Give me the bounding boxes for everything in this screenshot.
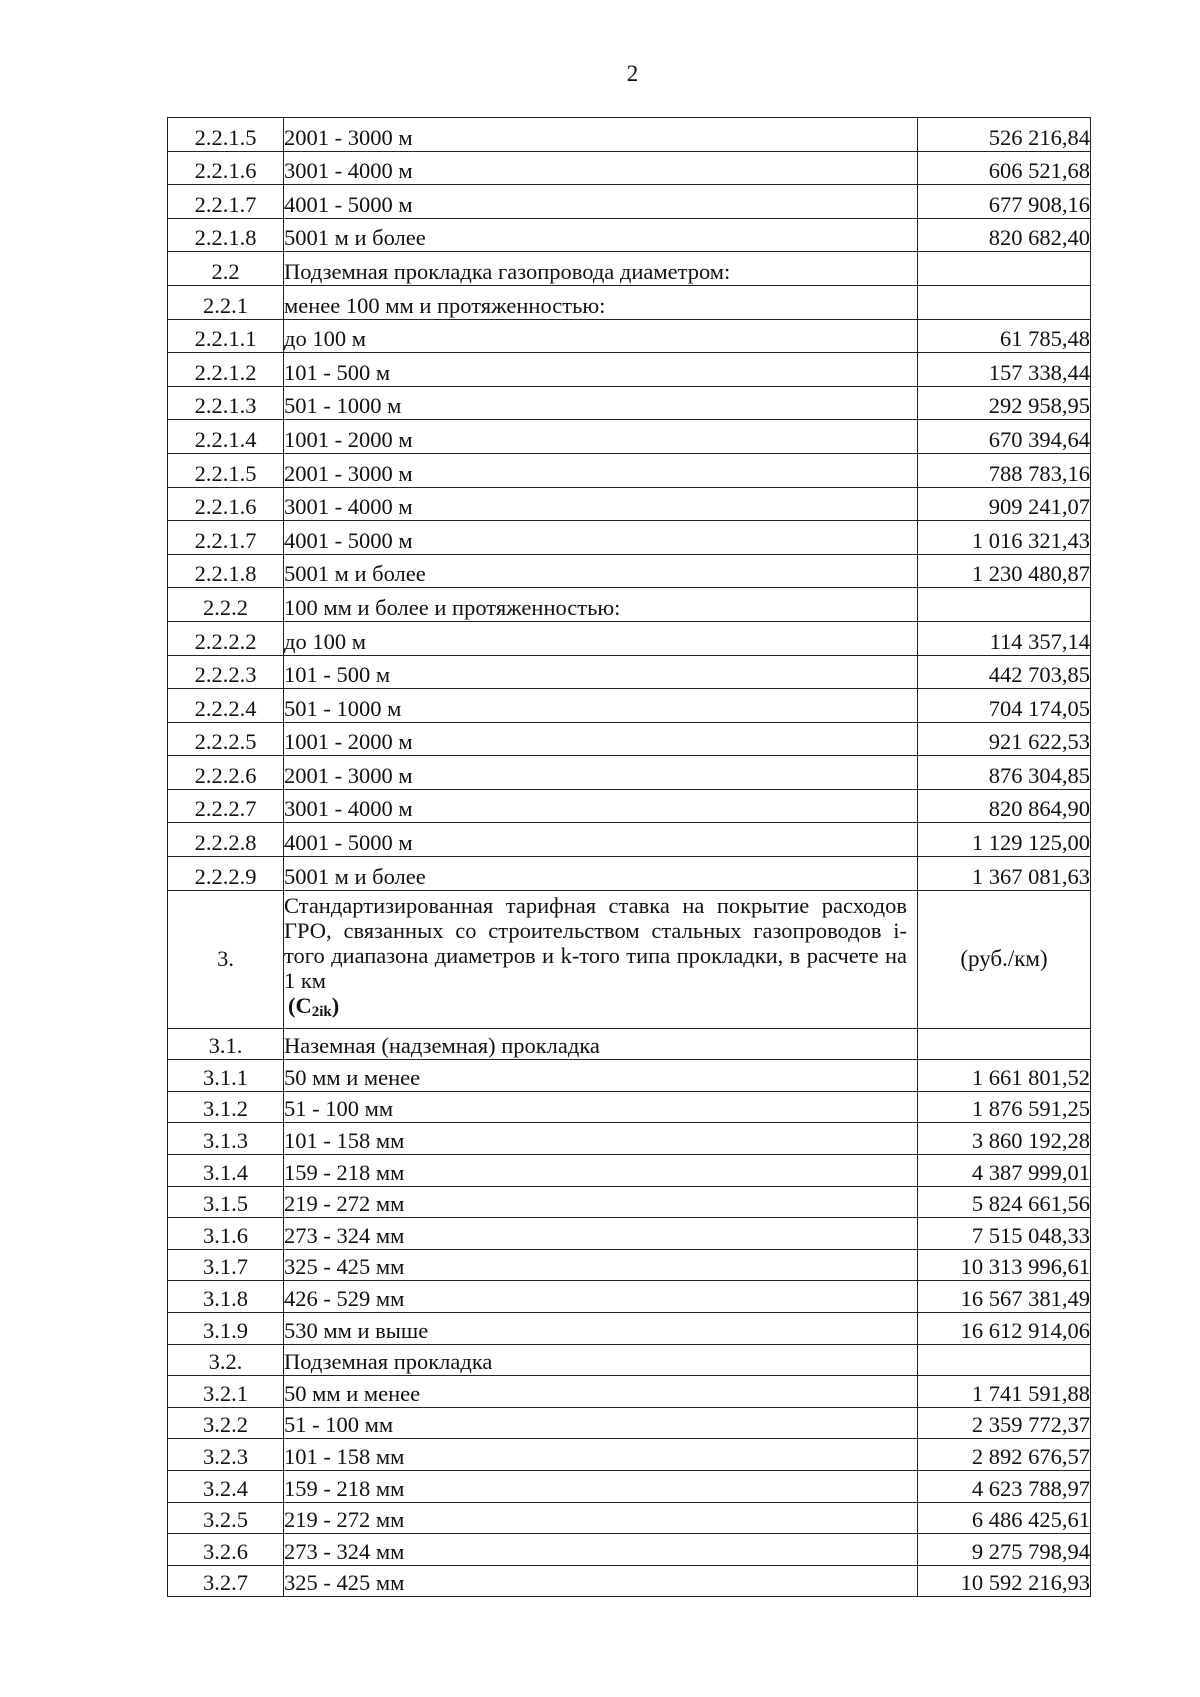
row-number: 3.1.3 — [168, 1123, 284, 1155]
table-row — [168, 823, 1091, 857]
row-value: 114 357,14 — [918, 621, 1091, 655]
table-row — [168, 1439, 1091, 1471]
row-number: 3.1.1 — [168, 1060, 284, 1092]
row-number: 2.2.1.7 — [168, 185, 284, 219]
row-value — [918, 588, 1091, 622]
table-row — [168, 890, 1091, 1028]
row-value — [918, 252, 1091, 286]
row-description: 4001 - 5000 м — [284, 521, 918, 555]
row-description: 159 - 218 мм — [284, 1470, 918, 1502]
row-number: 3.2.2 — [168, 1407, 284, 1439]
row-value: 5 824 661,56 — [918, 1186, 1091, 1218]
table-row — [168, 689, 1091, 723]
row-description: 530 мм и выше — [284, 1313, 918, 1345]
row-description: 501 - 1000 м — [284, 386, 918, 420]
row-value: 606 521,68 — [918, 151, 1091, 185]
row-value: 876 304,85 — [918, 756, 1091, 790]
row-description: 5001 м и более — [284, 857, 918, 891]
row-value — [918, 1028, 1091, 1060]
row-number: 2.2.1.2 — [168, 353, 284, 387]
table-row — [168, 453, 1091, 487]
tariff-table — [167, 117, 1091, 1597]
row-number: 3.2.4 — [168, 1470, 284, 1502]
row-number: 3.1.4 — [168, 1155, 284, 1187]
row-description: 101 - 158 мм — [284, 1439, 918, 1471]
table-row — [168, 118, 1091, 152]
row-value: 10 592 216,93 — [918, 1565, 1091, 1597]
table-row — [168, 420, 1091, 454]
row-value: 157 338,44 — [918, 353, 1091, 387]
row-value: 670 394,64 — [918, 420, 1091, 454]
row-description: 501 - 1000 м — [284, 689, 918, 723]
row-number: 2.2.1 — [168, 285, 284, 319]
table-row — [168, 1470, 1091, 1502]
row-description — [284, 890, 918, 1028]
row-number: 2.2.2.8 — [168, 823, 284, 857]
table-row — [168, 1186, 1091, 1218]
formula-label: $(С_{2ik})$ — [288, 993, 340, 1021]
tariff-table-top-section — [168, 118, 1091, 891]
row-description: 2001 - 3000 м — [284, 756, 918, 790]
row-description: до 100 м — [284, 319, 918, 353]
row-description: 426 - 529 мм — [284, 1281, 918, 1313]
table-row — [168, 353, 1091, 387]
row-description: 50 мм и менее — [284, 1376, 918, 1408]
row-number: 3. — [168, 890, 284, 1028]
row-value: 9 275 798,94 — [918, 1534, 1091, 1566]
table-row — [168, 319, 1091, 353]
row-number: 3.2.7 — [168, 1565, 284, 1597]
table-row — [168, 218, 1091, 252]
row-value: 704 174,05 — [918, 689, 1091, 723]
row-description: 3001 - 4000 м — [284, 487, 918, 521]
row-value: 6 486 425,61 — [918, 1502, 1091, 1534]
row-description: 219 - 272 мм — [284, 1186, 918, 1218]
row-description: 273 - 324 мм — [284, 1218, 918, 1250]
row-number: 2.2.1.3 — [168, 386, 284, 420]
row-value: 909 241,07 — [918, 487, 1091, 521]
row-number: 2.2.2.3 — [168, 655, 284, 689]
table-row — [168, 554, 1091, 588]
row-number: 3.2.5 — [168, 1502, 284, 1534]
row-description: 159 - 218 мм — [284, 1155, 918, 1187]
table-row — [168, 857, 1091, 891]
row-description: 101 - 158 мм — [284, 1123, 918, 1155]
row-description: Наземная (надземная) прокладка — [284, 1028, 918, 1060]
table-row — [168, 655, 1091, 689]
row-value: 820 682,40 — [918, 218, 1091, 252]
row-number: 3.1.7 — [168, 1249, 284, 1281]
row-description: 3001 - 4000 м — [284, 151, 918, 185]
row-number: 2.2.2.4 — [168, 689, 284, 723]
table-row — [168, 1218, 1091, 1250]
table-row — [168, 185, 1091, 219]
table-row — [168, 722, 1091, 756]
row-value: 788 783,16 — [918, 453, 1091, 487]
row-value: 921 622,53 — [918, 722, 1091, 756]
row-value — [918, 1344, 1091, 1376]
table-row — [168, 1091, 1091, 1123]
table-row — [168, 1565, 1091, 1597]
table-row — [168, 151, 1091, 185]
row-number: 2.2.2.2 — [168, 621, 284, 655]
table-row — [168, 285, 1091, 319]
tariff-table-bottom-section — [168, 1028, 1091, 1597]
row-description: 5001 м и более — [284, 554, 918, 588]
row-number: 3.2.6 — [168, 1534, 284, 1566]
row-description: 1001 - 2000 м — [284, 420, 918, 454]
row-number: 3.1. — [168, 1028, 284, 1060]
row-number: 3.1.9 — [168, 1313, 284, 1345]
row-number: 2.2.1.6 — [168, 151, 284, 185]
row-value: 820 864,90 — [918, 789, 1091, 823]
section-3-description: Стандартизированная тарифная ставка на покрытие расходов ГРО, связанных со строительством стальных газопроводов i-того диапазона диаметров и k-того типа прокладки, в расчете на 1 км — [284, 893, 907, 994]
table-row — [168, 1281, 1091, 1313]
unit-label: (руб./км) — [918, 890, 1091, 1028]
row-description: 4001 - 5000 м — [284, 823, 918, 857]
row-number: 2.2.1.6 — [168, 487, 284, 521]
row-value: 1 016 321,43 — [918, 521, 1091, 555]
row-number: 2.2.1.7 — [168, 521, 284, 555]
table-row — [168, 252, 1091, 286]
row-description: 3001 - 4000 м — [284, 789, 918, 823]
row-value: 1 367 081,63 — [918, 857, 1091, 891]
row-value: 1 129 125,00 — [918, 823, 1091, 857]
row-value — [918, 285, 1091, 319]
page-number: 2 — [626, 61, 639, 86]
row-description: 50 мм и менее — [284, 1060, 918, 1092]
row-value: 2 892 676,57 — [918, 1439, 1091, 1471]
row-description: 325 - 425 мм — [284, 1565, 918, 1597]
row-number: 2.2.2.6 — [168, 756, 284, 790]
table-row — [168, 1155, 1091, 1187]
table-row — [168, 521, 1091, 555]
row-value: 1 876 591,25 — [918, 1091, 1091, 1123]
row-number: 3.2. — [168, 1344, 284, 1376]
row-value: 677 908,16 — [918, 185, 1091, 219]
table-row — [168, 386, 1091, 420]
row-number: 3.1.6 — [168, 1218, 284, 1250]
row-number: 3.2.1 — [168, 1376, 284, 1408]
row-description: 51 - 100 мм — [284, 1407, 918, 1439]
row-value: 10 313 996,61 — [918, 1249, 1091, 1281]
row-value: 2 359 772,37 — [918, 1407, 1091, 1439]
section-3-header — [168, 890, 1091, 1028]
row-value: 1 661 801,52 — [918, 1060, 1091, 1092]
row-description: 273 - 324 мм — [284, 1534, 918, 1566]
table-row — [168, 1249, 1091, 1281]
row-value: 16 612 914,06 — [918, 1313, 1091, 1345]
row-number: 2.2.2 — [168, 588, 284, 622]
row-description: 51 - 100 мм — [284, 1091, 918, 1123]
row-description: 1001 - 2000 м — [284, 722, 918, 756]
row-number: 2.2.2.9 — [168, 857, 284, 891]
row-number: 2.2.2.5 — [168, 722, 284, 756]
row-description: 101 - 500 м — [284, 655, 918, 689]
table-row — [168, 1028, 1091, 1060]
table-row — [168, 789, 1091, 823]
row-value: 526 216,84 — [918, 118, 1091, 152]
table-row — [168, 1534, 1091, 1566]
row-number: 2.2.2.7 — [168, 789, 284, 823]
row-description: 219 - 272 мм — [284, 1502, 918, 1534]
table-row — [168, 487, 1091, 521]
row-number: 2.2.1.4 — [168, 420, 284, 454]
row-number: 2.2.1.1 — [168, 319, 284, 353]
table-row — [168, 1313, 1091, 1345]
row-description: 2001 - 3000 м — [284, 118, 918, 152]
table-row — [168, 1123, 1091, 1155]
row-description: 5001 м и более — [284, 218, 918, 252]
row-description: менее 100 мм и протяженностью: — [284, 285, 918, 319]
row-description: до 100 м — [284, 621, 918, 655]
row-value: 1 230 480,87 — [918, 554, 1091, 588]
table-row — [168, 588, 1091, 622]
table-row — [168, 621, 1091, 655]
row-number: 3.1.5 — [168, 1186, 284, 1218]
row-value: 292 958,95 — [918, 386, 1091, 420]
row-description: Подземная прокладка газопровода диаметром: — [284, 252, 918, 286]
table-row — [168, 1502, 1091, 1534]
row-number: 2.2.1.5 — [168, 118, 284, 152]
row-value: 1 741 591,88 — [918, 1376, 1091, 1408]
row-number: 3.1.8 — [168, 1281, 284, 1313]
row-value: 61 785,48 — [918, 319, 1091, 353]
table-row — [168, 1376, 1091, 1408]
row-description: Подземная прокладка — [284, 1344, 918, 1376]
row-value: 4 387 999,01 — [918, 1155, 1091, 1187]
row-value: 3 860 192,28 — [918, 1123, 1091, 1155]
row-value: 442 703,85 — [918, 655, 1091, 689]
row-value: 16 567 381,49 — [918, 1281, 1091, 1313]
row-number: 2.2 — [168, 252, 284, 286]
row-description: 100 мм и более и протяженностью: — [284, 588, 918, 622]
row-number: 2.2.1.5 — [168, 453, 284, 487]
row-number: 2.2.1.8 — [168, 218, 284, 252]
row-description: 4001 - 5000 м — [284, 185, 918, 219]
row-number: 3.2.3 — [168, 1439, 284, 1471]
row-value: 7 515 048,33 — [918, 1218, 1091, 1250]
row-number: 3.1.2 — [168, 1091, 284, 1123]
row-description: 325 - 425 мм — [284, 1249, 918, 1281]
table-row — [168, 1060, 1091, 1092]
row-description: 2001 - 3000 м — [284, 453, 918, 487]
row-description: 101 - 500 м — [284, 353, 918, 387]
table-row — [168, 1344, 1091, 1376]
row-value: 4 623 788,97 — [918, 1470, 1091, 1502]
row-number: 2.2.1.8 — [168, 554, 284, 588]
table-row — [168, 1407, 1091, 1439]
table-row — [168, 756, 1091, 790]
